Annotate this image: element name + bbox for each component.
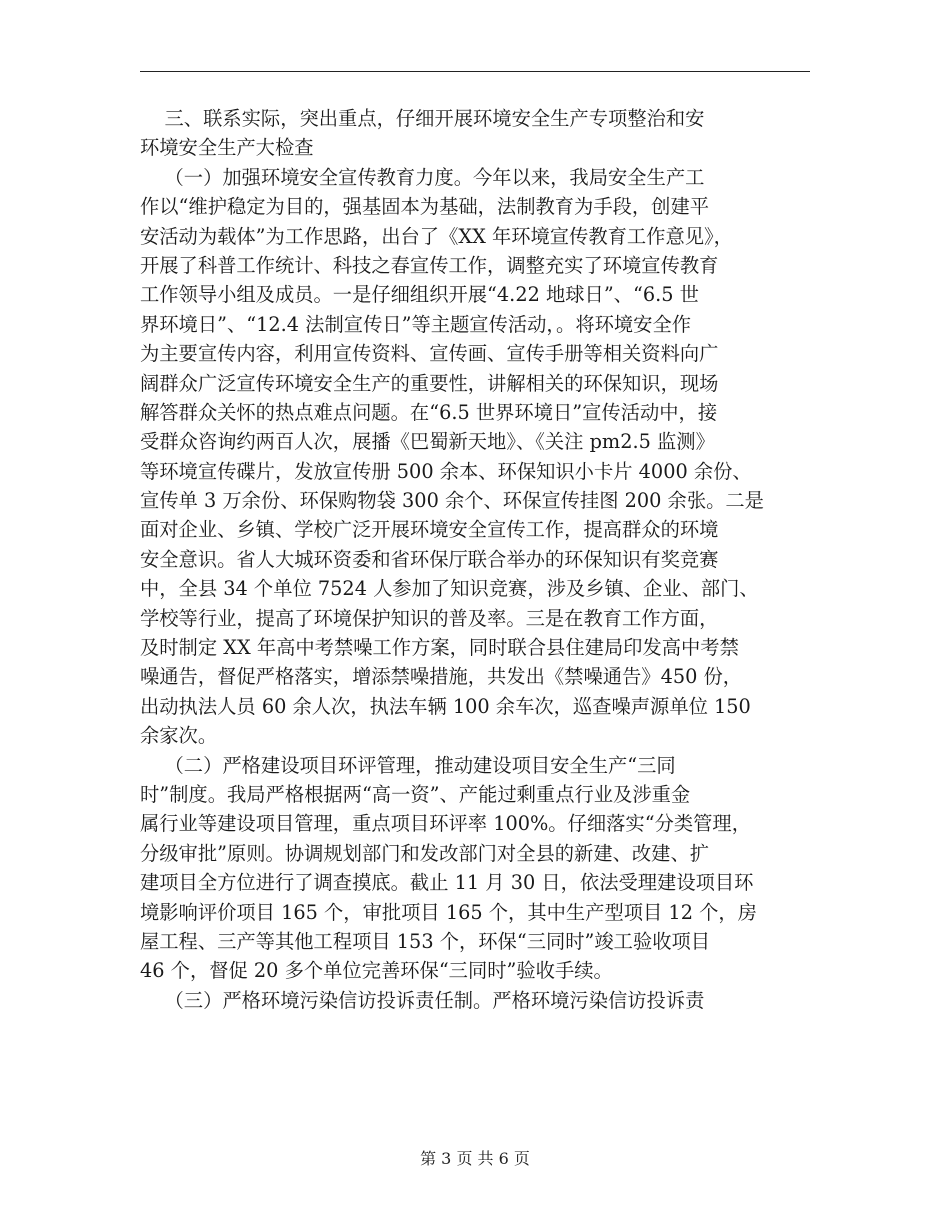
body-text-line: 作以“维护稳定为目的，强基固本为基础，法制教育为手段，创建平 [140, 195, 710, 219]
body-text-line: 宣传单 3 万余份、环保购物袋 300 余个、环保宣传挂图 200 余张。二是 [140, 489, 764, 513]
body-text-line: 环境安全生产大检查 [140, 136, 314, 160]
body-text-line: 解答群众关怀的热点难点问题。在“6.5 世界环境日”宣传活动中，接 [140, 400, 718, 424]
body-text-line: 出动执法人员 60 余人次，执法车辆 100 余车次，巡查噪声源单位 150 [140, 694, 751, 718]
page-number-footer: 第 3 页 共 6 页 [420, 1149, 530, 1168]
body-text-line: 余家次。 [140, 724, 218, 748]
body-text-line: 中，全县 34 个单位 7524 人参加了知识竞赛，涉及乡镇、企业、部门、 [140, 577, 759, 601]
body-text-line: 为主要宣传内容，利用宣传资料、宣传画、宣传手册等相关资料向广 [140, 342, 719, 366]
body-text-line: 时”制度。我局严格根据两“高一资”、产能过剩重点行业及涉重金 [140, 782, 691, 806]
body-text-line: （一）加强环境安全宣传教育力度。今年以来，我局安全生产工 [140, 165, 705, 189]
body-text-line: 学校等行业，提高了环境保护知识的普及率。三是在教育工作方面， [140, 606, 719, 630]
body-text-line: 及时制定 XX 年高中考禁噪工作方案，同时联合县住建局印发高中考禁 [140, 636, 739, 660]
body-text-line: 噪通告，督促严格落实，增添禁噪措施，共发出《禁噪通告》450 份， [140, 665, 743, 689]
body-text-line: 46 个，督促 20 多个单位完善环保“三同时”验收手续。 [140, 959, 613, 983]
body-text-line: 建项目全方位进行了调查摸底。截止 11 月 30 日，依法受理建设项目环 [140, 871, 754, 895]
body-text-line: （二）严格建设项目环评管理，推动建设项目安全生产“三同 [140, 753, 676, 777]
body-text-line: 界环境日”、“12.4 法制宣传日”等主题宣传活动，。将环境安全作 [140, 312, 692, 336]
body-text-line: （三）严格环境污染信访投诉责任制。严格环境污染信访投诉责 [140, 988, 705, 1012]
body-text-line: 属行业等建设项目管理，重点项目环评率 100%。仔细落实“分类管理， [140, 812, 751, 836]
body-text-line: 三、联系实际，突出重点，仔细开展环境安全生产专项整治和安 [140, 107, 705, 130]
body-text-line: 等环境宣传碟片，发放宣传册 500 余本、环保知识小卡片 4000 余份、 [140, 459, 752, 483]
body-text-line: 屋工程、三产等其他工程项目 153 个，环保“三同时”竣工验收项目 [140, 929, 711, 953]
body-text-line: 安活动为载体”为工作思路，出台了《XX 年环境宣传教育工作意见》， [140, 224, 733, 248]
body-text-line: 境影响评价项目 165 个，审批项目 165 个，其中生产型项目 12 个，房 [140, 900, 757, 924]
body-text-line: 分级审批”原则。协调规划部门和发改部门对全县的新建、改建、扩 [140, 841, 710, 865]
header-rule [140, 71, 810, 72]
body-text-line: 面对企业、乡镇、学校广泛开展环境安全宣传工作，提高群众的环境 [140, 518, 719, 542]
body-text-line: 阔群众广泛宣传环境安全生产的重要性，讲解相关的环保知识，现场 [140, 371, 719, 395]
document-body [140, 104, 810, 1015]
body-text-line: 工作领导小组及成员。一是仔细组织开展“4.22 地球日”、“6.5 世 [140, 283, 699, 307]
body-text-line: 安全意识。省人大城环资委和省环保厅联合举办的环保知识有奖竞赛 [140, 547, 719, 571]
body-text-line: 受群众咨询约两百人次，展播《巴蜀新天地》、《关注 pm2.5 监测》 [140, 430, 715, 454]
body-text-line: 开展了科普工作统计、科技之春宣传工作，调整充实了环境宣传教育 [140, 253, 719, 277]
